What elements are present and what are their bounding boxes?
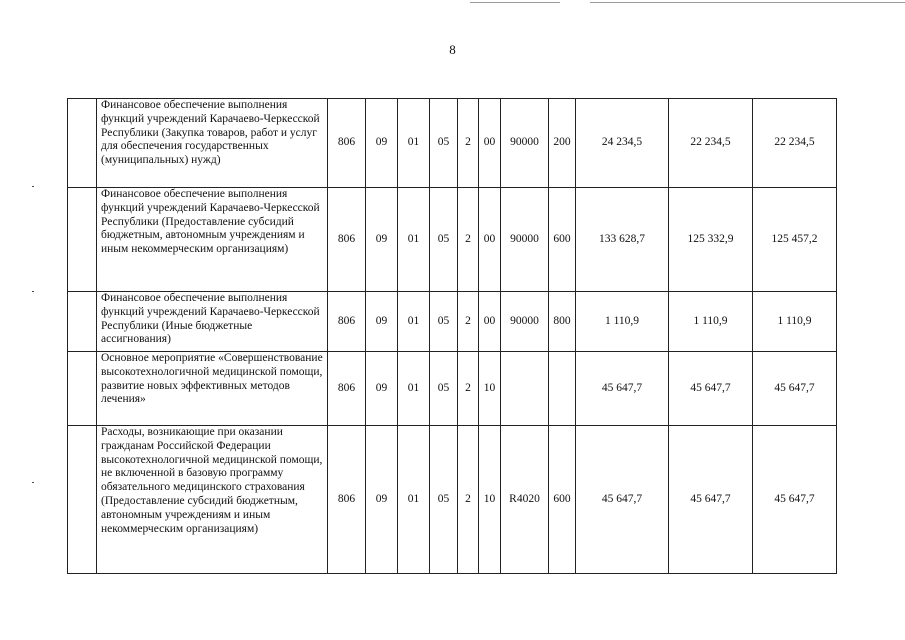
code-cell: 09 <box>366 292 398 352</box>
code-cell: 200 <box>549 99 576 188</box>
code-cell: 600 <box>549 188 576 292</box>
table-row <box>68 99 837 188</box>
top-scan-rule-left <box>470 2 560 3</box>
code-cell <box>549 352 576 426</box>
page-number: 8 <box>449 42 456 57</box>
code-cell: 90000 <box>501 188 549 292</box>
amount-cell: 45 647,7 <box>669 426 753 574</box>
code-cell: 600 <box>549 426 576 574</box>
code-cell: 00 <box>479 292 501 352</box>
amount-cell: 1 110,9 <box>576 292 669 352</box>
code-cell: 90000 <box>501 99 549 188</box>
row-name: Финансовое обеспечение выполнения функций учреждений Карачаево-Черкесской Республики (Закупка товаров, работ и услуг для обеспечения государственных (муниципальных) нужд) <box>97 99 328 188</box>
row-index-cell <box>68 292 97 352</box>
top-scan-rule-right <box>590 2 905 3</box>
code-cell: 01 <box>398 426 430 574</box>
code-cell: 10 <box>479 426 501 574</box>
scan-mark <box>32 291 34 292</box>
code-cell: 05 <box>430 292 458 352</box>
amount-cell: 22 234,5 <box>753 99 837 188</box>
amount-cell: 45 647,7 <box>753 352 837 426</box>
row-name: Основное мероприятие «Совершенствование высокотехнологичной медицинской помощи, развитие новых эффективных методов лечения» <box>97 352 328 426</box>
table-row <box>68 188 837 292</box>
scan-mark <box>32 186 34 187</box>
row-index-cell <box>68 352 97 426</box>
code-cell: 2 <box>458 352 479 426</box>
amount-cell: 125 332,9 <box>669 188 753 292</box>
code-cell: 00 <box>479 99 501 188</box>
row-name: Расходы, возникающие при оказании гражданам Российской Федерации высокотехнологичной медицинской помощи, не включенной в базовую программу обязательного медицинского страхования (Предоставление субсидий бюджетным, автономным учреждениям и иным некоммерческим организациям) <box>97 426 328 574</box>
amount-cell: 133 628,7 <box>576 188 669 292</box>
code-cell: 806 <box>328 426 366 574</box>
code-cell: 2 <box>458 426 479 574</box>
table-row <box>68 426 837 574</box>
code-cell: 01 <box>398 292 430 352</box>
row-index-cell <box>68 188 97 292</box>
table-row <box>68 352 837 426</box>
code-cell: 01 <box>398 99 430 188</box>
amount-cell: 1 110,9 <box>753 292 837 352</box>
row-name: Финансовое обеспечение выполнения функций учреждений Карачаево-Черкесской Республики (Предоставление субсидий бюджетным, автономным учреждениям и иным некоммерческим организациям) <box>97 188 328 292</box>
code-cell: R4020 <box>501 426 549 574</box>
amount-cell: 45 647,7 <box>576 352 669 426</box>
row-index-cell <box>68 99 97 188</box>
budget-table <box>67 98 837 574</box>
code-cell: 05 <box>430 352 458 426</box>
amount-cell: 22 234,5 <box>669 99 753 188</box>
amount-cell: 45 647,7 <box>753 426 837 574</box>
code-cell: 800 <box>549 292 576 352</box>
code-cell: 806 <box>328 292 366 352</box>
amount-cell: 1 110,9 <box>669 292 753 352</box>
code-cell: 2 <box>458 99 479 188</box>
code-cell: 09 <box>366 188 398 292</box>
code-cell: 2 <box>458 188 479 292</box>
table-row <box>68 292 837 352</box>
code-cell: 2 <box>458 292 479 352</box>
amount-cell: 24 234,5 <box>576 99 669 188</box>
code-cell: 01 <box>398 188 430 292</box>
code-cell: 00 <box>479 188 501 292</box>
code-cell: 09 <box>366 426 398 574</box>
code-cell: 806 <box>328 99 366 188</box>
code-cell: 05 <box>430 99 458 188</box>
code-cell: 10 <box>479 352 501 426</box>
code-cell <box>501 352 549 426</box>
code-cell: 806 <box>328 188 366 292</box>
code-cell: 90000 <box>501 292 549 352</box>
row-index-cell <box>68 426 97 574</box>
code-cell: 806 <box>328 352 366 426</box>
code-cell: 05 <box>430 426 458 574</box>
code-cell: 09 <box>366 352 398 426</box>
amount-cell: 45 647,7 <box>669 352 753 426</box>
scan-mark <box>32 482 34 483</box>
code-cell: 09 <box>366 99 398 188</box>
row-name: Финансовое обеспечение выполнения функций учреждений Карачаево-Черкесской Республики (Иные бюджетные ассигнования) <box>97 292 328 352</box>
code-cell: 05 <box>430 188 458 292</box>
code-cell: 01 <box>398 352 430 426</box>
amount-cell: 45 647,7 <box>576 426 669 574</box>
amount-cell: 125 457,2 <box>753 188 837 292</box>
